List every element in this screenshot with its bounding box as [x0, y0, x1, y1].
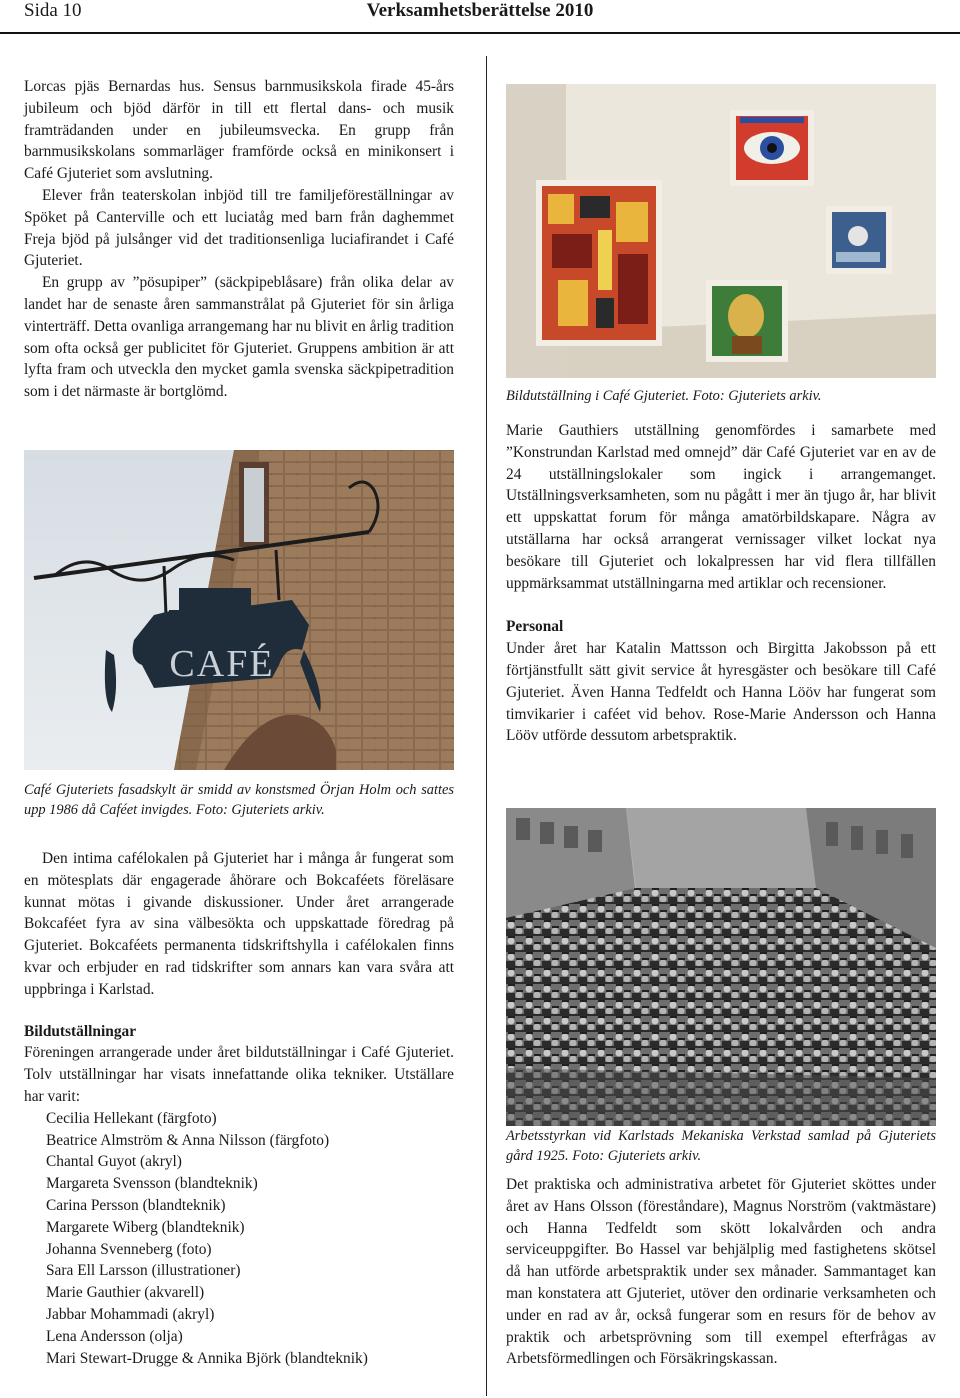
- left-column-top: [24, 76, 454, 403]
- exhibitor-list: [24, 1108, 454, 1370]
- exhibitor-item: Beatrice Almström & Anna Nilsson (färgfoto): [46, 1131, 330, 1149]
- heading-personal: Personal: [506, 618, 564, 636]
- exhibitor-item: Sara Ell Larsson (illustrationer): [46, 1262, 241, 1280]
- exhibitor-item: Cecilia Hellekant (färgfoto): [46, 1109, 217, 1127]
- paragraph-bagpipes: En grupp av ”pösupiper” (säckpipeblåsare) från olika delar av landet har de senaste åren sammanstrålat på Gjuteriet för sin årliga vinterträff. Detta ovanliga arrangemang har nu blivit en årlig tradition som ofta också ger publicitet för Gjuteriet. Gruppens ambition är att lyfta fram och utveckla den mycket gamla svenska säckpipetradition som i det närmaste är bortglömd.: [24, 274, 454, 401]
- page-header: [0, 0, 960, 34]
- paragraph-administration: Det praktiska och administrativa arbetet för Gjuteriet sköttes under året av Hans Olsson (föreståndare), Magnus Norström (vaktmästare) och Hanna Tedfeldt som skött lokalvården och andra serviceuppgifter. Bo Hassel var behjälplig med fastighetens skötsel då han utförde arbetspraktik under sex månader. Sammantaget kan man konstatera att Gjuteriet, utöver den ordinarie verksamheten och under en rad av år, också fungerar som en resurs för de behov av praktik och arbetsprövning som till exempel efterfrågas av Arbetsförmedlingen och Försäkringskassan.: [506, 1176, 936, 1368]
- paragraph-theatre-school: Elever från teaterskolan inbjöd till tre familjeföreställningar av Spöket på Canterville och ett luciatåg med barn från daghemmet Freja bjöd på julsånger vid det traditionsenliga luciafirandet i Café Gjuteriet.: [24, 186, 454, 270]
- paragraph-music-school: Lorcas pjäs Bernardas hus. Sensus barnmusikskola firade 45-års jubileum och bjöd därför in till ett flertal dans- och musik framträdanden under en jubileumsvecka. En grupp från barnmusikskolans sommarläger framförde också en minikonsert i Café Gjuteriet som avslutning.: [24, 78, 454, 183]
- paragraph-exhibitions: Föreningen arrangerade under året bildutställningar i Café Gjuteriet. Tolv utställningar har visats innefattande olika tekniker. Utställare har varit:: [24, 1044, 454, 1105]
- column-divider: [486, 56, 487, 1396]
- workers-photo-caption: Arbetsstyrkan vid Karlstads Mekaniska Verkstad samlad på Gjuteriets gård 1925. Foto: Gjuteriets arkiv.: [506, 1128, 936, 1164]
- workers-caption-block: [506, 1126, 936, 1166]
- exhibitor-item: Carina Persson (blandteknik): [46, 1196, 226, 1214]
- exhibitor-item: Johanna Svenneberg (foto): [46, 1240, 212, 1258]
- sign-caption-block: [24, 780, 454, 820]
- sign-lettering: CAFÉ: [169, 643, 275, 685]
- gallery-photo: [506, 84, 936, 378]
- paragraph-gauthier: Marie Gauthiers utställning genomfördes i samarbete med ”Konstrundan Karlstad med omnejd” där Café Gjuteriet var en av de 24 utställningslokaler som ingick i arrangemanget. Utställningsverksamheten, som nu pågått i mer än tjugo år, har blivit ett uppskattat forum för många amatörbildskapare. Några av utställarna har också arrangerat vernissager vilket lockat nya besökare till Gjuteriet och lokalpressen har vid flera tillfällen uppmärksammat utställningarna med artiklar och recensioner.: [506, 422, 936, 592]
- page-number: Sida 10: [24, 0, 82, 21]
- paragraph-personal: Under året har Katalin Mattsson och Birgitta Jakobsson på ett förtjänstfullt sätt givit service åt hyresgäster och besökare till Café Gjuteriet. Även Hanna Tedfeldt och Hanna Lööv har fungerat som timvikarier i caféet vid behov. Rose-Marie Andersson och Hanna Lööv utförde dessutom arbetspraktik.: [506, 640, 936, 745]
- exhibitor-item: Marie Gauthier (akvarell): [46, 1284, 205, 1302]
- cafe-sign-photo: [24, 450, 454, 770]
- sign-photo-caption: Café Gjuteriets fasadskylt är smidd av konstsmed Örjan Holm och sattes upp 1986 då Caféet invigdes. Foto: Gjuteriets arkiv.: [24, 782, 454, 818]
- left-column-bottom: [24, 848, 454, 1369]
- exhibitor-item: Chantal Guyot (akryl): [46, 1153, 182, 1171]
- exhibitor-item: Mari Stewart-Drugge & Annika Björk (blandteknik): [46, 1349, 368, 1367]
- paragraph-bokcafe: Den intima cafélokalen på Gjuteriet har i många år fungerat som en mötesplats där engagerade åhörare och Bokcaféets föreläsare kunnat mötas i givande diskussioner. Under året arrangerade Bokcaféet fyra av sina välbesökta och uppskattade föredrag på Gjuteriet. Bokcaféets permanenta tidskriftshylla i cafélokalen finns kvar och erbjuder en rad tidskrifter som annars kan vara svåra att uppbringa i Karlstad.: [24, 850, 454, 998]
- exhibitor-item: Margareta Svensson (blandteknik): [46, 1175, 258, 1193]
- exhibitor-item: Lena Andersson (olja): [46, 1327, 183, 1345]
- right-column-bottom: [506, 1174, 936, 1370]
- workers-photo: [506, 808, 936, 1126]
- heading-exhibitions: Bildutställningar: [24, 1022, 137, 1040]
- gallery-photo-caption: Bildutställning i Café Gjuteriet. Foto: Gjuteriets arkiv.: [506, 388, 822, 404]
- gallery-caption-block: [506, 386, 936, 406]
- page-title: Verksamhetsberättelse 2010: [366, 0, 594, 21]
- exhibitor-item: Margarete Wiberg (blandteknik): [46, 1218, 245, 1236]
- right-column-top: [506, 420, 936, 747]
- exhibitor-item: Jabbar Mohammadi (akryl): [46, 1305, 215, 1323]
